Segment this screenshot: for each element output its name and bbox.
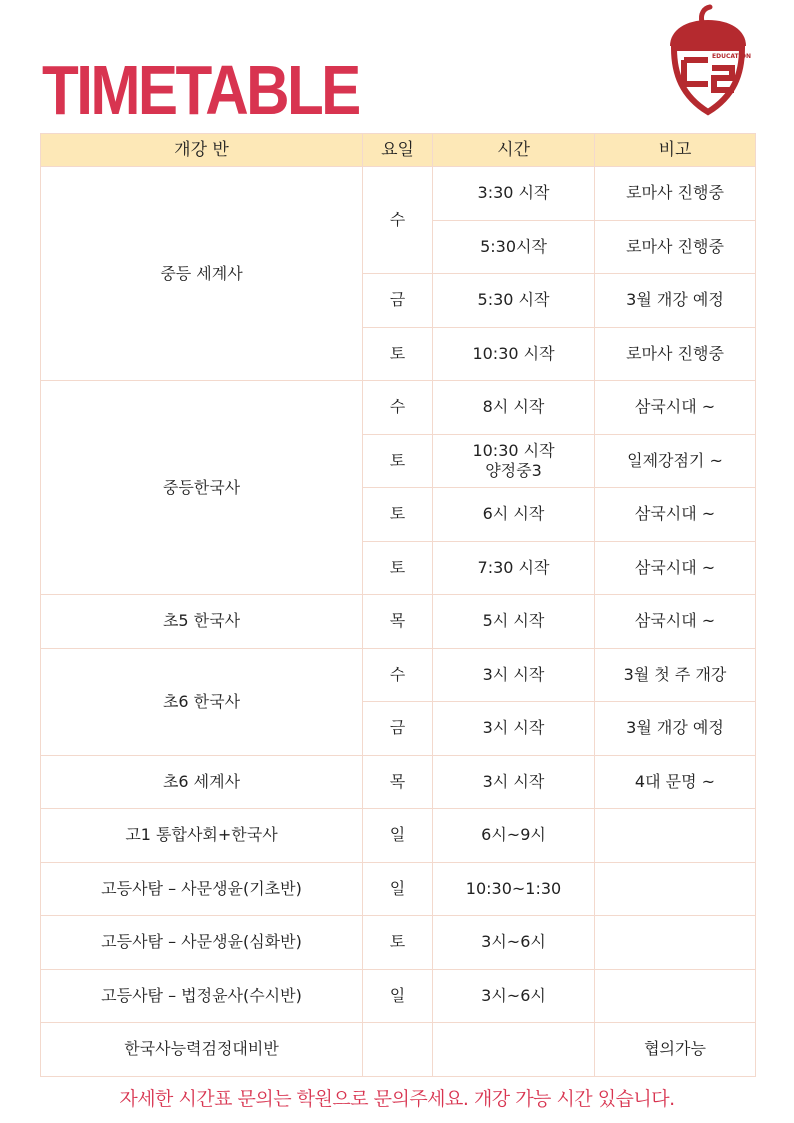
day-cell: 토 [363, 327, 433, 381]
note-cell: 3월 개강 예정 [595, 274, 756, 328]
time-cell: 10:30~1:30 [433, 862, 595, 916]
time-cell: 5:30시작 [433, 220, 595, 274]
page-title: TIMETABLE [42, 51, 359, 129]
note-cell: 협의가능 [595, 1023, 756, 1077]
acorn-logo [662, 4, 754, 116]
day-cell: 일 [363, 862, 433, 916]
day-cell: 금 [363, 274, 433, 328]
table-row [41, 648, 756, 702]
class-cell: 고등사탐 – 법정윤사(수시반) [41, 969, 363, 1023]
time-cell: 3시 시작 [433, 702, 595, 756]
logo-text: EDUCATION [712, 53, 751, 60]
day-cell: 수 [363, 381, 433, 435]
day-cell [363, 1023, 433, 1077]
header-class: 개강 반 [41, 134, 363, 167]
class-cell: 중등 세계사 [41, 167, 363, 381]
table-row [41, 862, 756, 916]
class-cell: 초6 한국사 [41, 648, 363, 755]
note-cell: 삼국시대 ~ [595, 595, 756, 649]
table-row [41, 595, 756, 649]
time-cell: 10:30 시작 양정중3 [433, 434, 595, 488]
time-cell: 3:30 시작 [433, 167, 595, 221]
note-cell [595, 862, 756, 916]
class-cell: 초6 세계사 [41, 755, 363, 809]
class-cell: 고등사탐 – 사문생윤(심화반) [41, 916, 363, 970]
footer-note: 자세한 시간표 문의는 학원으로 문의주세요. 개강 가능 시간 있습니다. [119, 1088, 675, 1110]
note-cell: 3월 개강 예정 [595, 702, 756, 756]
note-cell: 3월 첫 주 개강 [595, 648, 756, 702]
time-cell: 7:30 시작 [433, 541, 595, 595]
note-cell [595, 969, 756, 1023]
day-cell: 일 [363, 969, 433, 1023]
day-cell: 목 [363, 755, 433, 809]
time-cell: 6시~9시 [433, 809, 595, 863]
note-cell [595, 809, 756, 863]
class-cell: 고1 통합사회+한국사 [41, 809, 363, 863]
day-cell: 수 [363, 167, 433, 274]
time-cell: 10:30 시작 [433, 327, 595, 381]
table-row [41, 755, 756, 809]
time-cell: 3시 시작 [433, 755, 595, 809]
note-cell: 삼국시대 ~ [595, 488, 756, 542]
note-cell: 삼국시대 ~ [595, 381, 756, 435]
note-cell: 일제강점기 ~ [595, 434, 756, 488]
day-cell: 토 [363, 434, 433, 488]
day-cell: 토 [363, 916, 433, 970]
day-cell: 목 [363, 595, 433, 649]
day-cell: 금 [363, 702, 433, 756]
time-cell: 3시 시작 [433, 648, 595, 702]
note-cell: 4대 문명 ~ [595, 755, 756, 809]
table-row [41, 809, 756, 863]
note-cell: 로마사 진행중 [595, 327, 756, 381]
time-cell: 6시 시작 [433, 488, 595, 542]
table-row [41, 381, 756, 435]
day-cell: 수 [363, 648, 433, 702]
table-row [41, 167, 756, 221]
time-cell: 5:30 시작 [433, 274, 595, 328]
day-cell: 토 [363, 488, 433, 542]
day-cell: 토 [363, 541, 433, 595]
note-cell [595, 916, 756, 970]
header-day: 요일 [363, 134, 433, 167]
time-cell: 8시 시작 [433, 381, 595, 435]
timetable [40, 133, 756, 1077]
time-cell [433, 1023, 595, 1077]
note-cell: 로마사 진행중 [595, 167, 756, 221]
table-header-row [41, 134, 756, 167]
note-cell: 삼국시대 ~ [595, 541, 756, 595]
note-cell: 로마사 진행중 [595, 220, 756, 274]
day-cell: 일 [363, 809, 433, 863]
class-cell: 고등사탐 – 사문생윤(기초반) [41, 862, 363, 916]
header-note: 비고 [595, 134, 756, 167]
time-cell: 5시 시작 [433, 595, 595, 649]
table-row [41, 1023, 756, 1077]
time-cell: 3시~6시 [433, 916, 595, 970]
class-cell: 초5 한국사 [41, 595, 363, 649]
table-row [41, 916, 756, 970]
class-cell: 한국사능력검정대비반 [41, 1023, 363, 1077]
time-cell: 3시~6시 [433, 969, 595, 1023]
header-time: 시간 [433, 134, 595, 167]
class-cell: 중등한국사 [41, 381, 363, 595]
table-row [41, 969, 756, 1023]
